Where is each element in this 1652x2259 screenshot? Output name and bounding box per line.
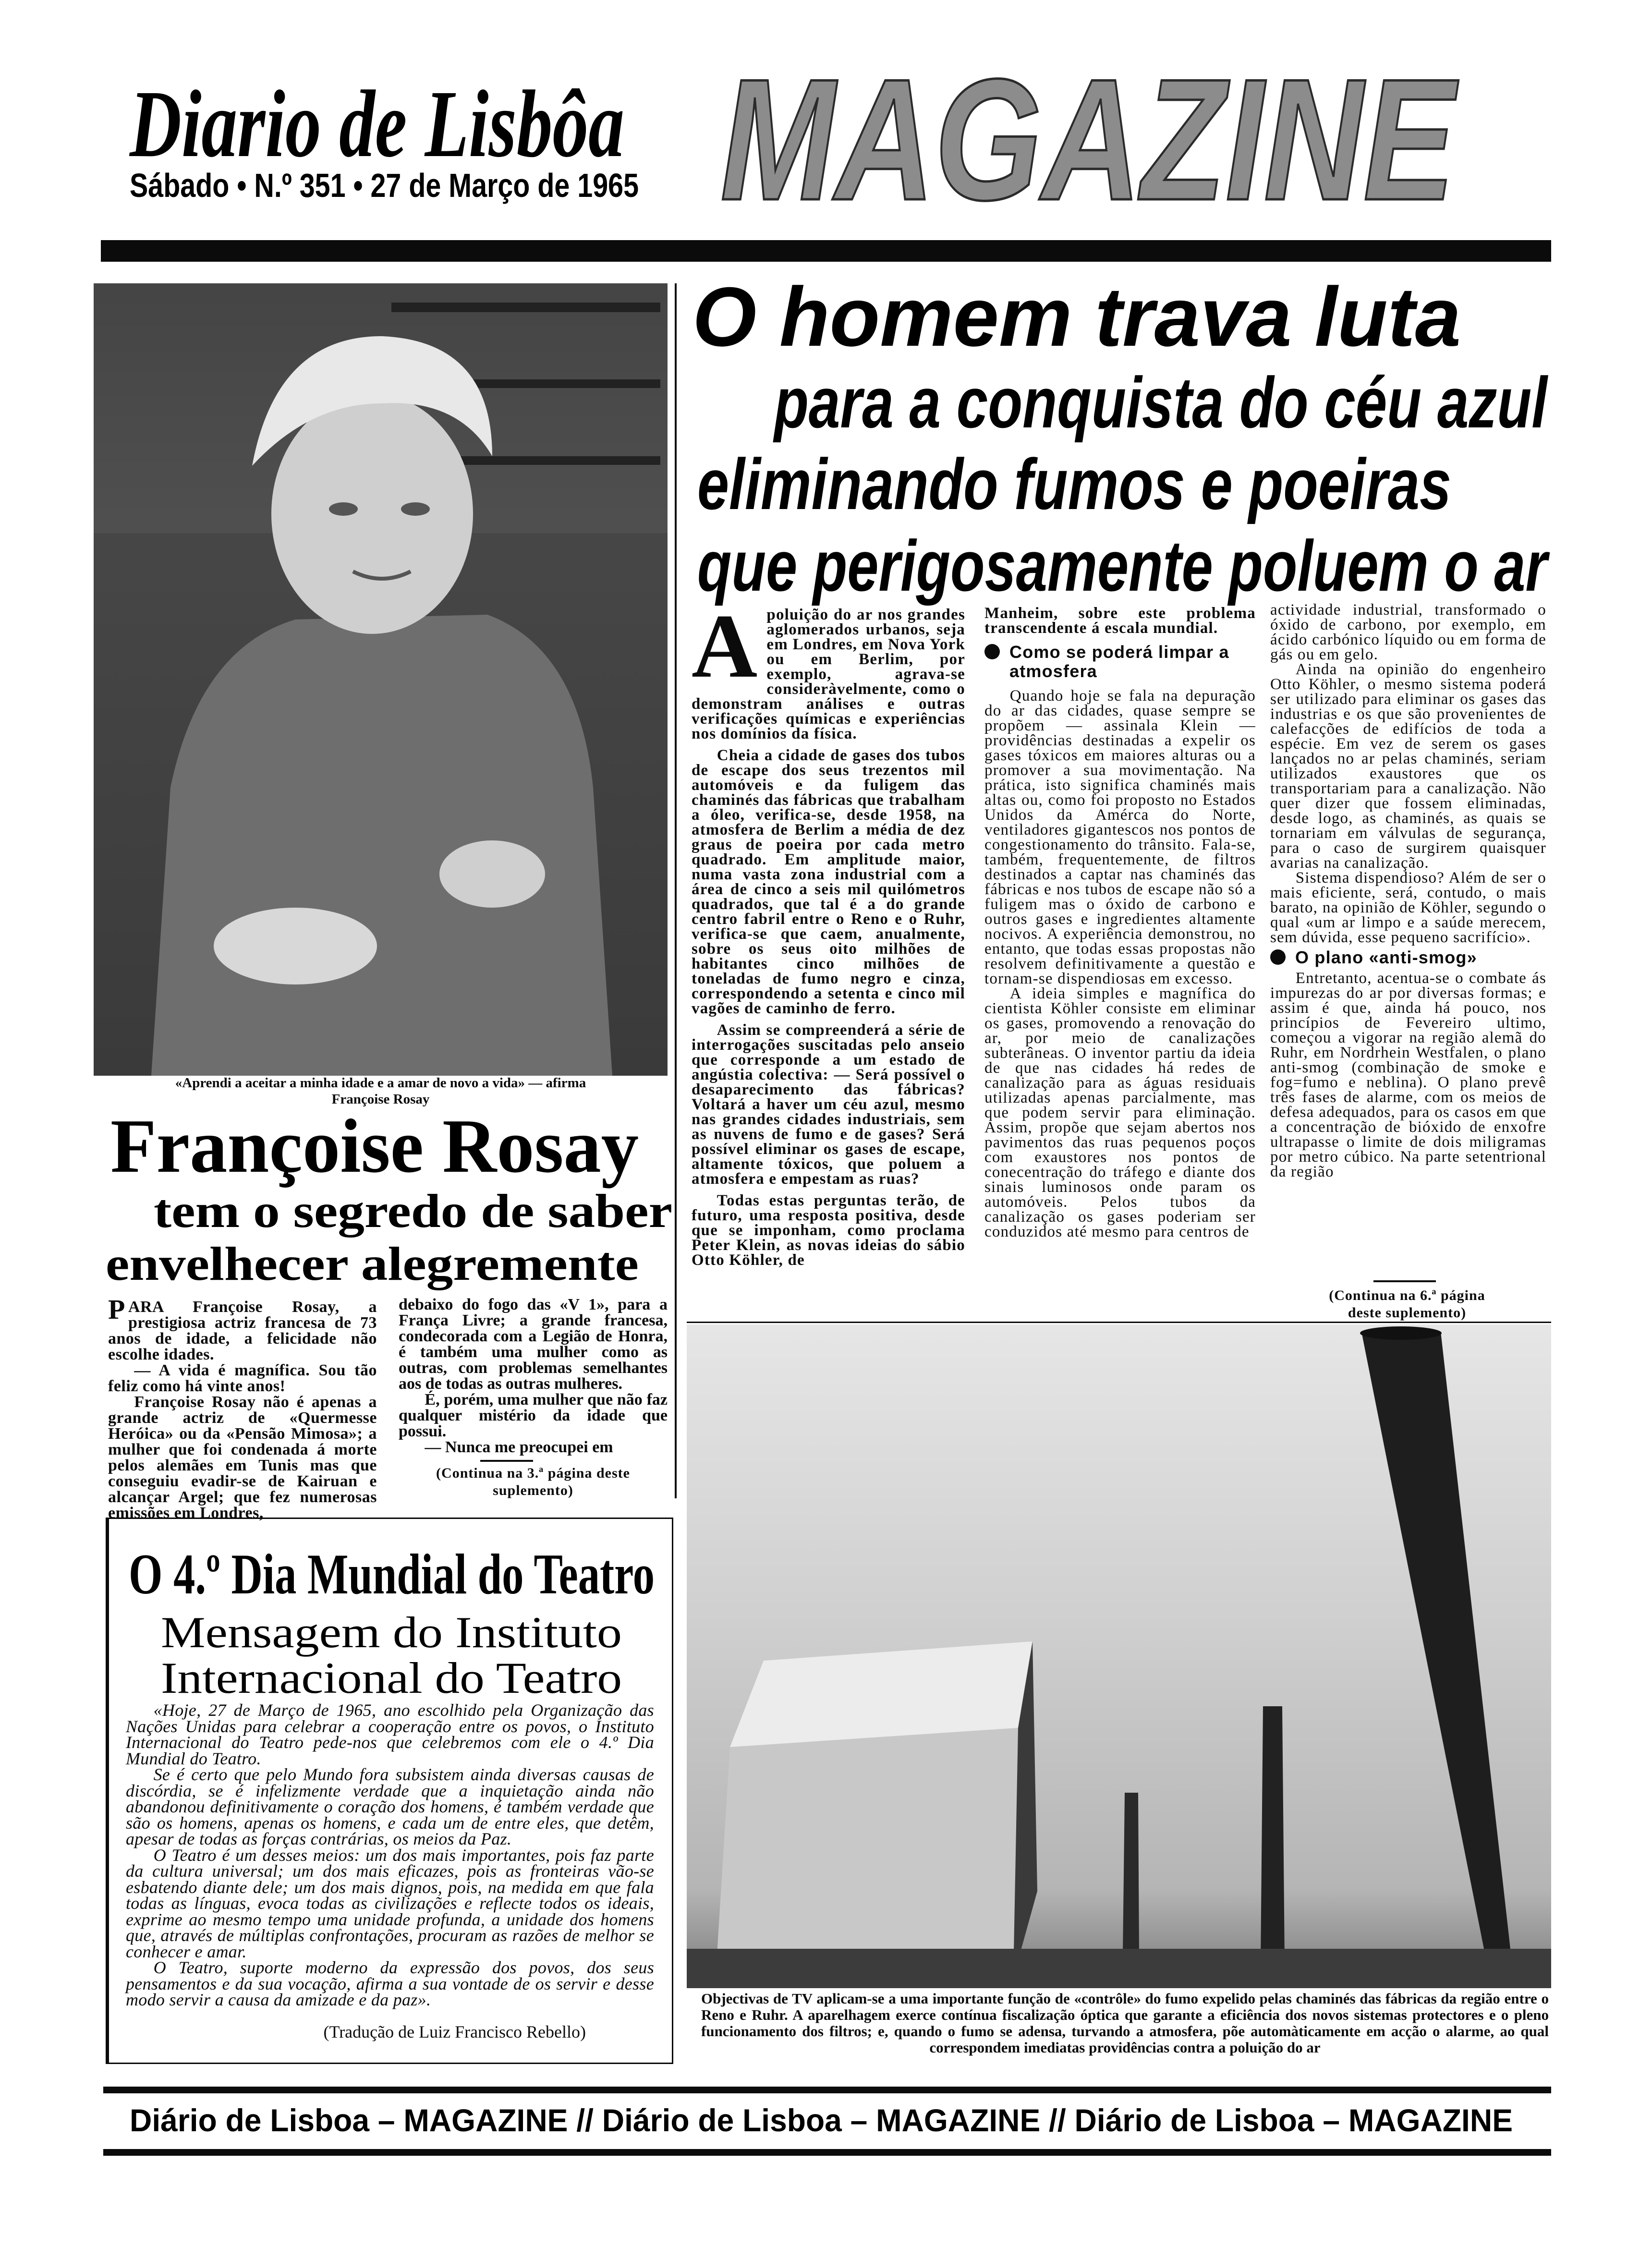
teatro-message: [126, 1702, 654, 2015]
headline-line-1: O homem trava luta: [692, 270, 1461, 364]
rosay-photo-caption: [94, 1075, 668, 1107]
teatro-paragraph: Se é certo que pelo Mundo fora subsistem ainda diversas causas de discórdia, se é infelizmente verdade que a inquietação ainda não abandonou definitivamente o coração dos homens, é também verdade que são os homens, apenas os homens, e cada um de entre eles, que detêm, apesar de todas as forças contrárias, os meios da Paz.: [126, 1765, 654, 1848]
article-paragraph: A ideia simples e magnífica do cientista Köhler consiste em eliminar os gases, promovendo a renovação do ar, por meio de canalizações subterâneas. O inventor partiu da ideia de que nas cidades há redes de canalização para as águas residuais utilizadas apenas parcialmente, mas que podem servir para eliminação. Assim, propõe que sejam abertos nos pavimentos das ruas pequenos poços com exaustores nos pontos de conecentração do tráfego e diante dos sinais luminosos onde param os automóveis. Pelos tubos da canalização os gases poderiam ser conduzidos até mesmo para centros de: [984, 985, 1256, 1240]
chimney-photo-caption: Objectivas de TV aplicam-se a uma importante função de «contrôle» do fumo expelido pelas chaminés das fábricas da região entre o Reno e Ruhr. A aparelhagem exerce contínua fiscalização óptica que garante a eficiência dos novos sistemas protectores e o pleno funcionamento dos filtros; e, quando o fumo se adensa, turvando a atmosfera, põe automàticamente em acção o alarme, ao qual correspondem imediatas providências contra a poluição do ar: [701, 1990, 1549, 2056]
article-headline: [687, 270, 1556, 606]
rosay-dropcap: P: [108, 1294, 125, 1325]
issue-date-line: Sábado • N.º 351 • 27 de Março de 1965: [130, 167, 639, 204]
continued-line: (Continua na 6.ª página: [1329, 1287, 1485, 1303]
rosay-column-2: [399, 1296, 668, 1498]
headline-line-3: eliminando fumos e poeiras: [697, 444, 1451, 524]
rosay-paragraph: Françoise Rosay não é apenas a grande actriz de «Quermesse Heróica» ou da «Pensão Mimosa»; a mulher que foi condenada á morte pelos alemães em Tunis mas que conseguiu evadir-se de Kairuan e alcançar Argel; que fez numerosas emissões em Londres,: [108, 1393, 377, 1522]
rosay-paragraph: debaixo do fogo das «V 1», para a França Livre; a grande francesa, condecorada com a Legião de Honra, é também uma mulher como as outras, com problemas semelhantes aos de todas as outras mulheres.: [399, 1296, 668, 1393]
teatro-subtitle-2: Internacional do Teatro: [161, 1653, 622, 1702]
column-divider: [675, 283, 677, 1498]
article-paragraph: Entretanto, acentua-se o combate ás impurezas do ar por diversas formas; e assim é que, ainda há pouco, nos princípios de Fevereiro ultimo, começou a vigorar na região alemã do Ruhr, em Nordrhein Westfalen, o plano anti-smog (combinação de smoke e fog=fumo e neblina). O plano prevê três fases de alarme, com os meios de defesa adequados, para os casos em que a concentração de bióxido de enxofre ultrapasse o limite de dois miligramas por metro cúbico. Na parte setentrional da região: [1270, 970, 1546, 1180]
teatro-subtitle-1: Mensagem do Instituto: [161, 1608, 622, 1657]
rosay-subtitle-1: tem o segredo de saber: [154, 1184, 672, 1238]
continued-rule: [480, 1460, 533, 1462]
rosay-paragraph: — Nunca me preocupei em: [425, 1438, 613, 1456]
article-paragraph: Todas estas perguntas terão, de futuro, uma resposta positiva, desde que se imponham, como proclama Peter Klein, as novas ideias do sábio Otto Köhler, de: [692, 1192, 965, 1269]
subhead-text: Como se poderá limpar a atmosfera: [1009, 642, 1229, 681]
footer-banner: [120, 2099, 1537, 2142]
masthead: [120, 58, 658, 206]
rosay-column-1: [108, 1294, 377, 1522]
article-dropcap: A: [692, 596, 758, 697]
article-subhead: [1270, 948, 1546, 967]
caption-line: Françoise Rosay: [331, 1092, 430, 1107]
teatro-paragraph: O Teatro, suporte moderno da expressão dos povos, dos seus pensamentos e da sua vocação, afirma a sua vontade de os servir e desse modo servir a causa da amizade e da paz».: [126, 1958, 654, 2009]
rosay-paragraph: É, porém, uma mulher que não faz qualquer mistério da idade que possui.: [399, 1391, 668, 1440]
article-paragraph: Quando hoje se fala na depuração do ar das cidades, quase sempre se propõem — assinala Klein — providências destinadas a expelir os gases tóxicos em maiores alturas ou a promover a sua movimentação. Na prática, isto significa chaminés mais altas ou, como foi proposto no Estados Unidos da Amérca do Norte, ventiladores gigantescos nos pontos de congestionamento do trânsito. Fala-se, também, frequentemente, de filtros destinados a captar nas chaminés das fábricas e nos tubos de escape não só a fuligem mas o óxido de carbono e outros gases e ingredientes altamente nocivos. A experiência demonstrou, no entanto, que todas essas propostas não resolvem definitivamente a questão e tornam-se dispendiosas em excesso.: [984, 687, 1256, 987]
continued-line: deste suplemento): [1348, 1305, 1467, 1321]
chimneys-image: [687, 1324, 1551, 1988]
rosay-continued-note: (Continua na 3.ª página deste suplemento): [436, 1465, 630, 1498]
rosay-photo: [94, 283, 668, 1076]
article-paragraph: actividade industrial, transformado o óxido de carbono, por exemplo, em ácido carbónico líquido ou em forma de gás ou em gelo.: [1270, 601, 1546, 663]
article-paragraph: poluição do ar nos grandes aglomerados urbanos, seja em Londres, em Nova York ou em Berlim, por exemplo, agrava-se consideràvelmente, como o demonstram análises e outras verificações químicas e experiências nos domínios da física.: [692, 606, 965, 742]
article-column-1: [692, 596, 965, 1323]
rosay-headline: [103, 1105, 675, 1292]
footer-banner-text: Diário de Lisboa – MAGAZINE // Diário de Lisboa – MAGAZINE // Diário de Lisboa – MAGAZINE: [130, 2102, 1513, 2138]
newspaper-title: Diario de Lisbôa: [129, 71, 625, 177]
rosay-paragraph: ARA Françoise Rosay, a prestigiosa actriz francesa de 73 anos de idade, a felicidade não escolhe idades.: [108, 1298, 377, 1363]
footer-rule-top: [103, 2087, 1551, 2093]
bullet-icon: [1270, 949, 1286, 965]
article-column-3: [1270, 603, 1546, 1275]
section-title: MAGAZINE: [720, 43, 1460, 236]
teatro-paragraph: O Teatro é um desses meios: um dos mais importantes, pois faz parte da cultura universal; um dos mais eficazes, pois as fronteiras vão-se esbatendo diante dele; um dos mais dignos, pois, na medida em que fala todas as línguas, evoca todas as civilizações e reflecte todos os ideais, exprime ao mesmo tempo uma unidade profunda, a unidade dos homens que, através de múltiplas confrontações, procuram as razões de melhor se conhecer e amar.: [126, 1845, 654, 1961]
article-column-2: [984, 606, 1256, 1323]
article-paragraph: Assim se compreenderá a série de interrogações suscitadas pelo anseio que corresponde a um estado de angústia colectiva: — Será possível o desaparecimento das fábricas? Voltará a haver um céu azul, mesmo nas grandes cidades industriais, sem as nuvens de fumo e de gases? Será possível eliminar os gases de escape, altamente tóxicos, que poluem a atmosfera e empestam as ruas?: [692, 1021, 965, 1188]
magazine-logo: [711, 43, 1479, 236]
chimney-photo: [687, 1324, 1551, 1988]
teatro-paragraph: «Hoje, 27 de Março de 1965, ano escolhido pela Organização das Nações Unidas para celebrar a cooperação entre os povos, o Instituto Internacional do Teatro pede-nos que celebremos com ele o 4.º Dia Mundial do Teatro.: [126, 1700, 654, 1768]
continued-rule: [1373, 1280, 1436, 1282]
teatro-title: O 4.º Dia Mundial do Teatro: [129, 1542, 655, 1606]
rosay-subtitle-2: envelhecer alegremente: [106, 1237, 639, 1290]
article-paragraph: Ainda na opinião do engenheiro Otto Köhler, o mesmo sistema poderá ser utilizado para eliminar os gases das industrias e os que são provenientes de calefacções de edifícios de toda a espécie. Em vez de serem os gases lançados no ar pelas chaminés, seriam utilizados exaustores que os transportariam para a canalização. Não quer dizer que fossem eliminadas, desde logo, as chaminés, as quais se tornariam em válvulas de segurança, para o caso de surgirem quaisquer avarias na canalização.: [1270, 661, 1546, 872]
headline-line-2: para a conquista do céu azul: [772, 362, 1549, 443]
headline-line-4: que perigosamente poluem o ar: [697, 525, 1550, 606]
bullet-icon: [984, 644, 1000, 659]
caption-line: «Aprendi a aceitar a minha idade e a amar de novo a vida» — afirma: [175, 1075, 586, 1091]
article-paragraph: Cheia a cidade de gases dos tubos de escape dos seus trezentos mil automóveis e da fuligem das chaminés das fábricas que trabalham a óleo, verifica-se, desde 1958, na atmosfera de Berlim a média de dez graus de poeira por cada metro quadrado. Em amplitude maior, numa vasta zona industrial com a área de cinco a seis mil quilómetros quadrados, que tal é a do grande centro fabril entre o Reno e o Ruhr, verifica-se que caem, anualmente, sobre os seus oito milhões de habitantes cinco milhões de toneladas de fumo negro e cinza, correspondendo a setenta e cinco mil vagões de caminho de ferro.: [692, 747, 965, 1017]
teatro-translator: (Tradução de Luiz Francisco Rebello): [323, 2022, 586, 2041]
article-paragraph: Manheim, sobre este problema transcendente á escala mundial.: [984, 605, 1256, 637]
rosay-title: Françoise Rosay: [110, 1103, 639, 1189]
rosay-paragraph: — A vida é magnífica. Sou tão feliz como há vinte anos!: [108, 1361, 377, 1395]
article-subhead: [984, 643, 1256, 681]
teatro-headline: [110, 1537, 668, 1700]
rosay-portrait-image: [94, 283, 668, 1076]
photo-top-rule: [687, 1322, 1551, 1323]
article-continued-note: [1297, 1287, 1518, 1322]
subhead-text: O plano «anti-smog»: [1295, 947, 1477, 967]
article-paragraph: Sistema dispendioso? Além de ser o mais eficiente, será, contudo, o mais barato, na opinião de Köhler, segundo o qual «um ar limpo e a saúde merecem, sem dúvida, esse pequeno sacrifício».: [1270, 869, 1546, 946]
footer-rule-bottom: [103, 2149, 1551, 2156]
masthead-rule: [101, 240, 1551, 262]
